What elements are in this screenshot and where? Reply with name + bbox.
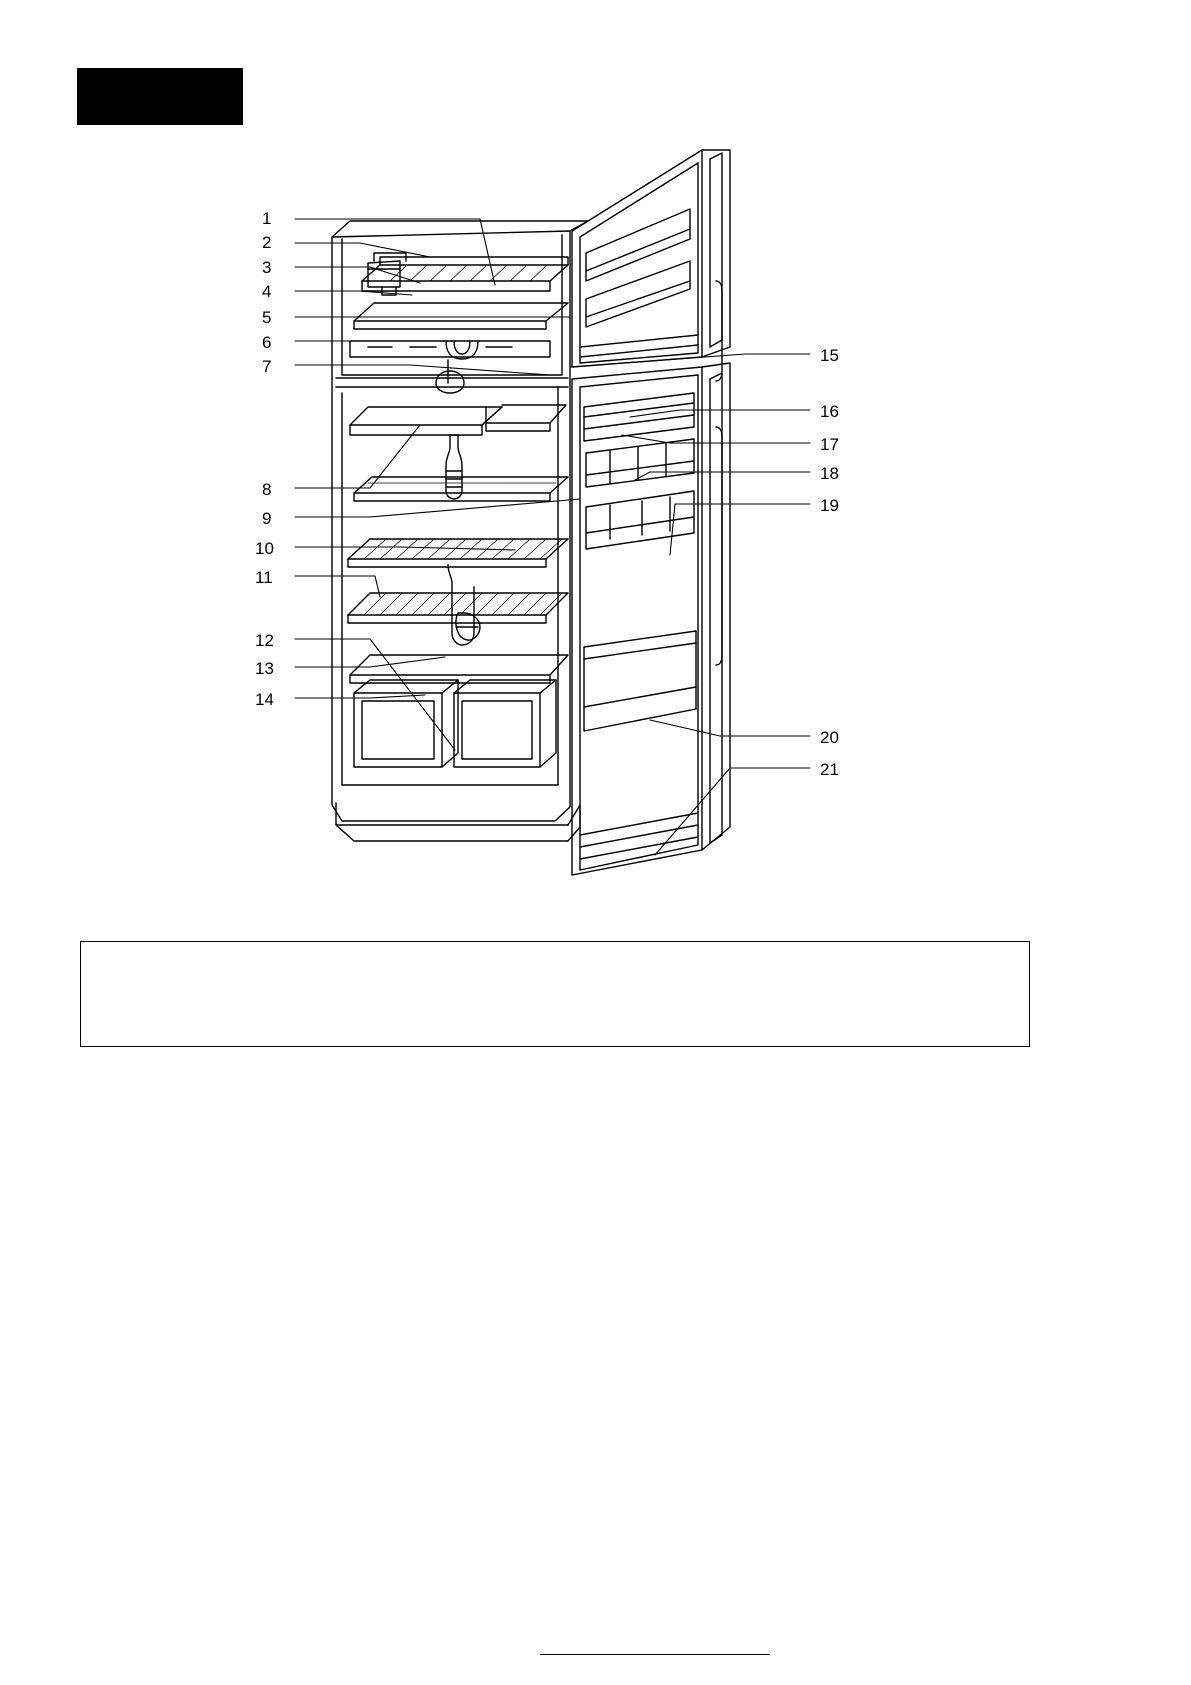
refrigerator-door — [572, 150, 730, 875]
callout-number-9: 9 — [262, 509, 272, 528]
cabinet-outline — [332, 221, 588, 841]
callout-number-21: 21 — [820, 760, 839, 779]
callout-number-6: 6 — [262, 333, 272, 352]
callout-number-16: 16 — [820, 402, 839, 421]
callout-number-4: 4 — [262, 282, 272, 301]
fridge-interior — [348, 360, 568, 767]
callout-number-3: 3 — [262, 258, 272, 277]
callout-number-7: 7 — [262, 357, 272, 376]
callout-number-5: 5 — [262, 308, 272, 327]
refrigerator-diagram — [250, 135, 1070, 940]
door-handle — [716, 281, 722, 665]
callout-number-15: 15 — [820, 346, 839, 365]
callout-number-11: 11 — [255, 568, 273, 587]
callout-number-12: 12 — [255, 631, 274, 650]
leader-lines-left — [295, 219, 580, 750]
callout-number-2: 2 — [262, 233, 272, 252]
callout-number-20: 20 — [820, 728, 839, 747]
callout-number-18: 18 — [820, 464, 839, 483]
callout-number-13: 13 — [255, 659, 274, 678]
callout-number-8: 8 — [262, 480, 272, 499]
callout-number-10: 10 — [255, 539, 274, 558]
callout-number-19: 19 — [820, 496, 839, 515]
callout-number-14: 14 — [255, 690, 274, 709]
leader-lines-right — [570, 354, 810, 855]
note-text — [81, 942, 1029, 970]
freezer-interior — [350, 253, 568, 359]
callout-number-1: 1 — [262, 209, 272, 228]
header-redaction-block — [77, 68, 243, 125]
footer-divider — [540, 1654, 770, 1655]
callout-number-17: 17 — [820, 435, 839, 454]
note-box — [80, 941, 1030, 1047]
